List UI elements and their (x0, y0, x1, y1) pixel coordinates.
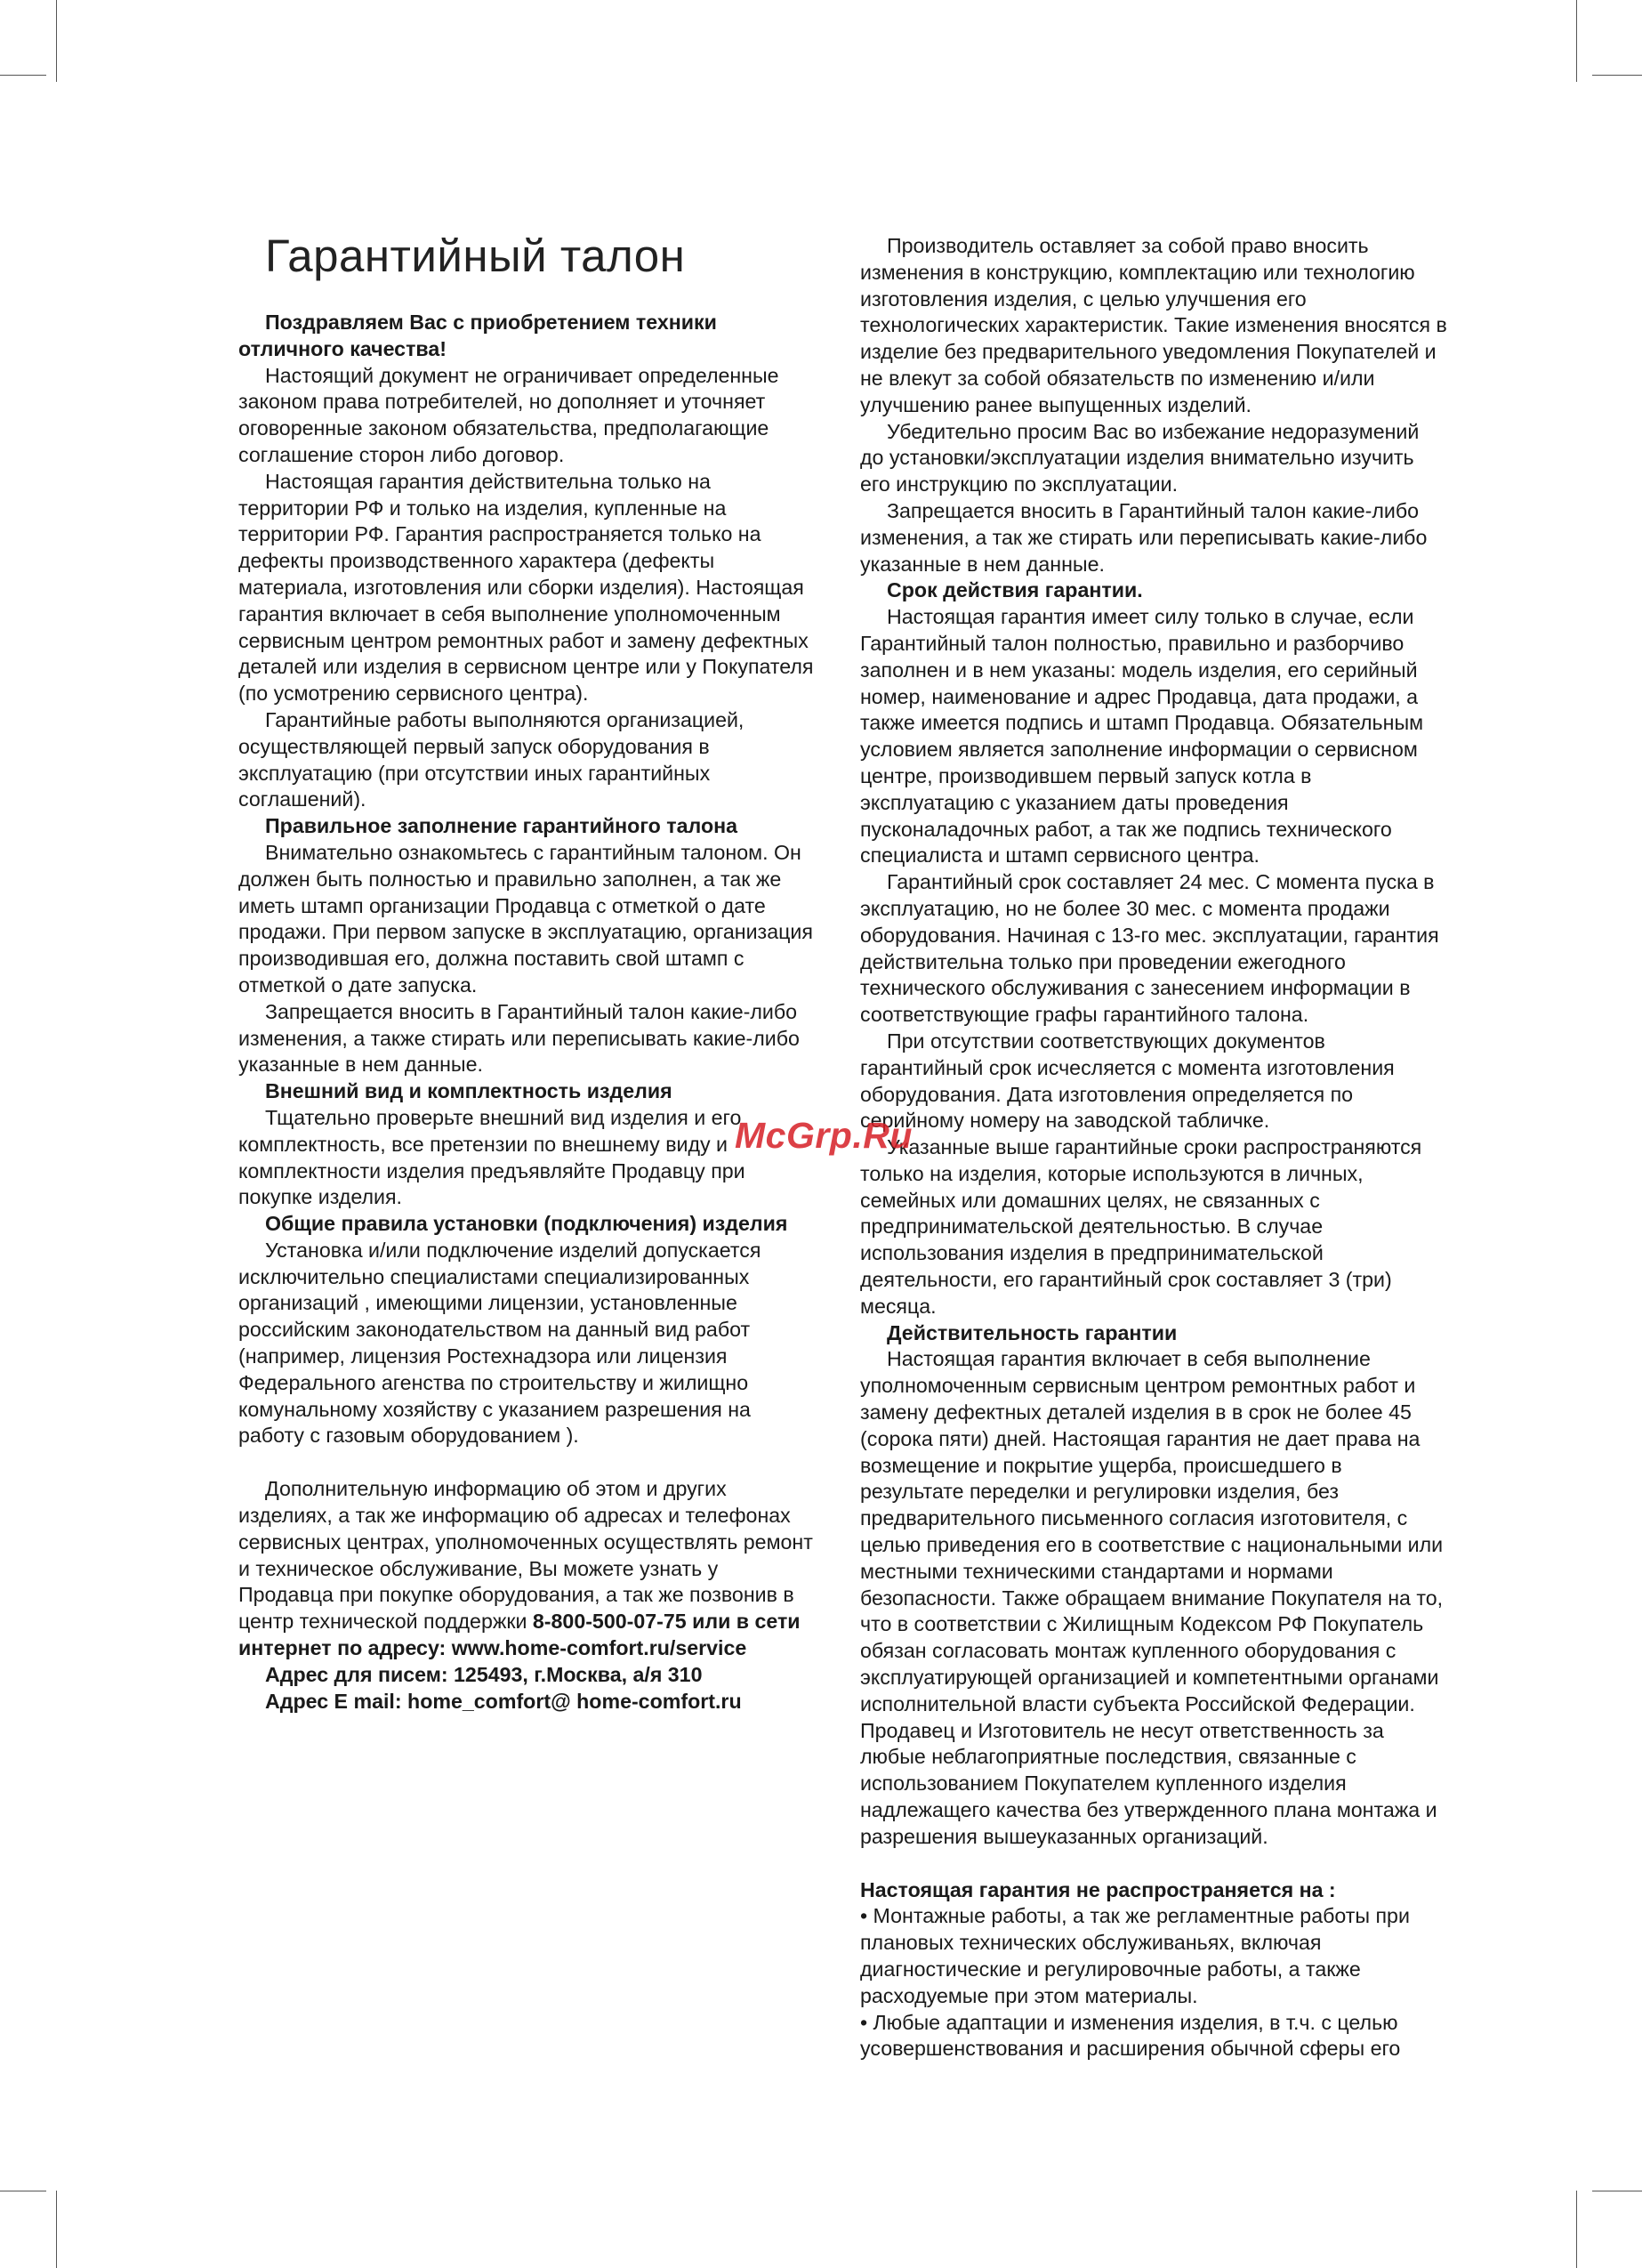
contacts-text: Дополнительную информацию об этом и других изделиях, а так же информацию об адресах и телефонах сервисных центрах, уполномоченных осуществлять ремонт и техническое обслуживание, Вы можете узнать у Продавца при покупке оборудования, а так же позвонив в центр технической поддержки (238, 1477, 813, 1634)
list-item: • Монтажные работы, а так же регламентные работы при плановых технических обслуживаньях, включая диагностические и регулировочные работы, а также расходуемые при этом материалы. (860, 1904, 1410, 2007)
page-title: Гарантийный талон (265, 230, 686, 281)
spacer (860, 1851, 1447, 1877)
crop-mark (1592, 75, 1642, 76)
support-phone: 8-800-500-07-75 или в сети интернет по адресу: www.home-comfort.ru/service (238, 1610, 801, 1660)
left-column (238, 230, 817, 1715)
paragraph: Убедительно просим Вас во избежание недоразумений до установки/эксплуатации изделия внимательно изучить его инструкцию по эксплуатации. (860, 419, 1420, 496)
paragraph: Гарантийный срок составляет 24 мес. С момента пуска в эксплуатацию, но не более 30 мес. с момента продажи оборудования. Начиная с 13-го мес. эксплуатации, гарантия действительна только при проведении ежегодного технического обслуживания с занесением информации в соответствующие графы гарантийного талона. (860, 870, 1439, 1027)
postal-address: Адрес для писем: 125493, г.Москва, а/я 310 (265, 1662, 703, 1686)
paragraph: Гарантийные работы выполняются организацией, осуществляющей первый запуск оборудования в эксплуатацию (при отсутствии иных гарантийных соглашений). (238, 707, 745, 811)
paragraph-contacts (238, 1476, 817, 1662)
crop-mark (56, 2191, 57, 2268)
paragraph: Настоящий документ не ограничивает определенные законом права потребителей, но дополняет и уточняет оговоренные законом обязательства, предполагающие соглашение сторон либо договор. (238, 363, 779, 466)
email-address: Адрес E mail: home_comfort@ home-comfort.ru (265, 1689, 742, 1713)
crop-mark (1576, 0, 1577, 82)
section-heading-exclusions: Настоящая гарантия не распространяется на : (860, 1877, 1336, 1901)
paragraph: При отсутствии соответствующих документов гарантийный срок исчесляется с момента изготовления оборудования. Дата изготовления определяется по серийному номеру на заводской табличке. (860, 1029, 1395, 1133)
section-heading-validity: Действительность гарантии (887, 1320, 1178, 1344)
paragraph: Настоящая гарантия включает в себя выполнение уполномоченным сервисным центром ремонтных работ и замену дефектных деталей изделия в в срок не более 45 (сорока пяти) дней. Настоящая гарантия не дает права на возмещение и покрытие ущерба, происшедшего в результате переделки и регулировки изделия, без предварительного письменного согласия изготовителя, с целью приведения его в соответствие с национальными или местными техническими стандартами и нормами безопасности. Также обращаем внимание Покупателя на то, что в соответствии с Жилищным Кодексом РФ Покупатель обязан согласовать монтаж купленного оборудования с эксплуатирующей организацией и компетентными органами исполнительной власти субъекта Российской Федерации. Продавец и Изготовитель не несут ответственность за любые неблагоприятные последствия, связанные с использованием Покупателем купленного изделия надлежащего качества без утвержденного плана монтажа и разрешения вышеуказанных организаций. (860, 1347, 1444, 1848)
paragraph: Настоящая гарантия имеет силу только в случае, если Гарантийный талон полностью, правильно и разборчиво заполнен и в нем указаны: модель изделия, его серийный номер, наименование и адрес Продавца, дата продажи, а также имеется подпись и штамп Продавца. Обязательным условием является заполнение информации о сервисном центре, производившем первый запуск котла в эксплуатацию с указанием даты проведения пусконаладочных работ, а так же подпись технического специалиста и штамп сервисного центра. (860, 605, 1424, 868)
section-heading-filling: Правильное заполнение гарантийного талона (265, 814, 738, 838)
crop-mark (0, 75, 46, 76)
list-item: • Любые адаптации и изменения изделия, в т.ч. с целью усовершенствования и расширения обычной сферы его (860, 2010, 1401, 2061)
paragraph: Указанные выше гарантийные сроки распространяются только на изделия, которые используются в личных, семейных или домашних целях, не связанных с предпринимательской деятельностью. В случае использования изделия в предпринимательской деятельности, его гарантийный срок составляет 3 (три) месяца. (860, 1135, 1422, 1318)
section-heading-term: Срок действия гарантии. (887, 578, 1143, 602)
section-heading-congrats: Поздравляем Вас с приобретением техники отличного качества! (238, 311, 717, 360)
paragraph: Тщательно проверьте внешний вид изделия и его комплектность, все претензии по внешнему виду и комплектности изделия предъявляйте Продавцу при покупке изделия. (238, 1105, 745, 1209)
paragraph: Запрещается вносить в Гарантийный талон какие-либо изменения, а так же стирать или переписывать какие-либо указанные в нем данные. (860, 498, 1428, 576)
right-column (860, 233, 1447, 2062)
watermark-logo: McGrp.Ru (735, 1115, 913, 1156)
section-heading-appearance: Внешний вид и комплектность изделия (265, 1079, 672, 1103)
paragraph: Производитель оставляет за собой право вносить изменения в конструкцию, комплектацию или технологию изготовления изделия, с целью улучшения его технологических характеристик. Такие изменения вносятся в изделие без предварительного уведомления Покупателей и не влекут за собой обязательств по изменению и/или улучшению ранее выпущенных изделий. (860, 234, 1447, 416)
paragraph: Запрещается вносить в Гарантийный талон какие-либо изменения, а также стирать или переписывать какие-либо указанные в нем данные. (238, 999, 800, 1077)
paragraph: Установка и/или подключение изделий допускается исключительно специалистами специализированных организаций , имеющими лицензии, установленные российским законодательством на данный вид работ (например, лицензия Ростехнадзора или лицензия Федерального агенства по строительству и жилищно комунальному хозяйству с указанием разрешения на работу с газовым оборудованием ). (238, 1238, 761, 1448)
crop-mark (56, 0, 57, 82)
paragraph: Внимательно ознакомьтесь с гарантийным талоном. Он должен быть полностью и правильно заполнен, а так же иметь штамп организации Продавца с отметкой о дате продажи. При первом запуске в эксплуатацию, организация производившая его, должна поставить свой штамп с отметкой о дате запуска. (238, 840, 813, 997)
crop-mark (1576, 2191, 1577, 2268)
spacer (238, 1449, 817, 1476)
section-heading-installation: Общие правила установки (подключения) изделия (265, 1212, 788, 1236)
paragraph: Настоящая гарантия действительна только на территории РФ и только на изделия, купленные на территории РФ. Гарантия распространяется только на дефекты производственного характера (дефекты материала, изготовления или сборки изделия). Настоящая гарантия включает в себя выполнение уполномоченным сервисным центром ремонтных работ и замену дефектных деталей или изделия в сервисном центре или у Покупателя (по усмотрению сервисного центра). (238, 469, 814, 706)
